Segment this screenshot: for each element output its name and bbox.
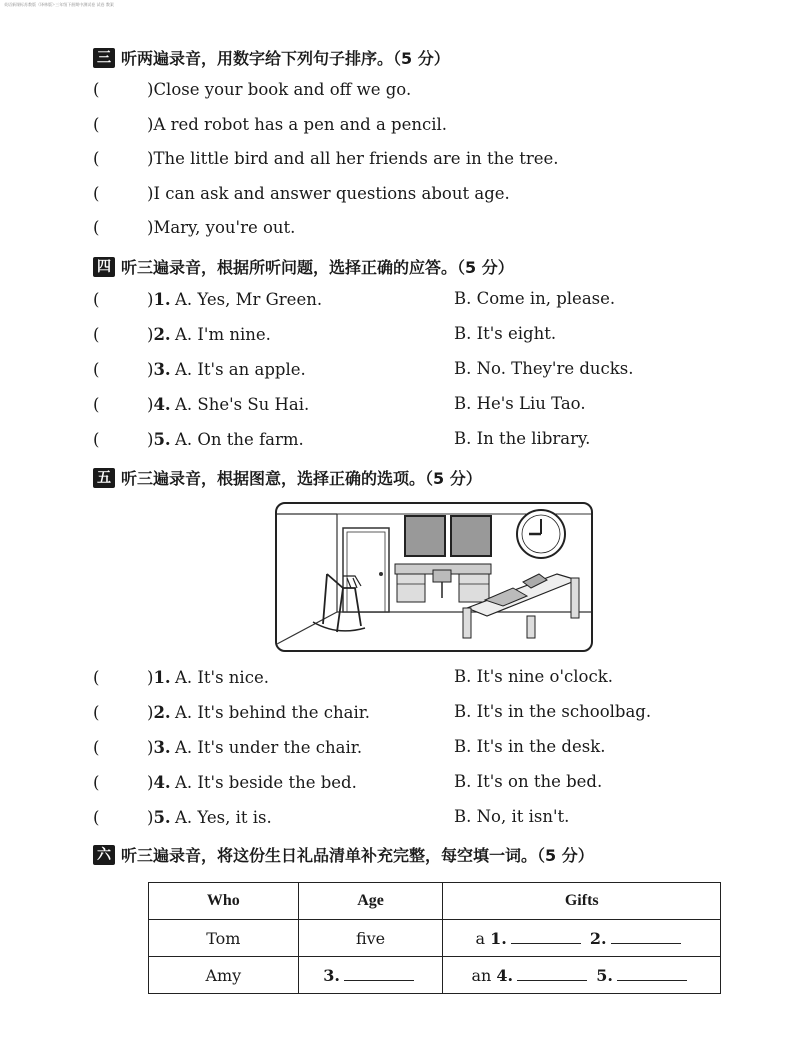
option-b: B. No. They're ducks.	[454, 359, 634, 378]
question-row	[93, 395, 171, 414]
section-5-heading	[93, 466, 482, 489]
gift-article: a	[475, 928, 486, 948]
answer-paren[interactable]: (	[93, 738, 100, 757]
answer-blank[interactable]	[611, 929, 681, 944]
option-b: B. It's in the desk.	[454, 737, 606, 756]
paren-close: )	[147, 738, 154, 757]
question-number: 4.	[153, 773, 171, 792]
paren-close: )	[147, 149, 154, 168]
blank-number: 4.	[496, 965, 514, 985]
question-number: 5.	[153, 808, 171, 827]
question-number: 3.	[153, 360, 171, 379]
answer-paren[interactable]: (	[93, 325, 100, 344]
option-b: B. It's in the schoolbag.	[454, 702, 652, 721]
option-a: A. Yes, it is.	[175, 808, 272, 827]
option-a: A. It's an apple.	[175, 360, 306, 379]
option-a: A. It's under the chair.	[175, 738, 363, 757]
section-4-heading	[93, 255, 514, 278]
question-number: 2.	[153, 703, 171, 722]
header-age: Age	[298, 883, 443, 920]
paren-open: (	[93, 183, 100, 203]
option-a: A. I'm nine.	[175, 325, 271, 344]
answer-blank[interactable]	[617, 966, 687, 981]
question-row	[93, 808, 171, 827]
answer-paren[interactable]: (	[93, 773, 100, 792]
option-a: A. It's beside the bed.	[175, 773, 357, 792]
option-b: B. Come in, please.	[454, 289, 616, 308]
bedroom-illustration	[277, 504, 591, 650]
section-4-title: 听三遍录音，根据所听问题，选择正确的应答。（5 分）	[121, 258, 514, 277]
gift-article: an	[471, 965, 492, 985]
paren-open: (	[93, 218, 100, 237]
blank-number: 3.	[323, 965, 340, 985]
answer-paren[interactable]	[93, 184, 147, 203]
answer-blank[interactable]	[517, 966, 587, 981]
question-row	[93, 360, 171, 379]
item-text: A red robot has a pen and a pencil.	[153, 114, 448, 134]
header-who: Who	[149, 883, 299, 920]
question-number: 2.	[153, 325, 171, 344]
row-who: Amy	[149, 957, 299, 994]
paren-close: )	[147, 808, 154, 827]
option-a: A. It's nice.	[175, 668, 269, 687]
answer-paren[interactable]	[93, 218, 147, 237]
paren-close: )	[147, 114, 154, 134]
bedroom-picture	[275, 502, 593, 652]
option-b: B. He's Liu Tao.	[454, 394, 586, 413]
gift-list-table	[148, 882, 721, 994]
option-b: B. No, it isn't.	[454, 807, 570, 826]
section-5-badge: 五	[93, 468, 115, 488]
answer-paren[interactable]: (	[93, 395, 100, 414]
question-row	[93, 703, 171, 722]
question-number: 3.	[153, 738, 171, 757]
question-number: 5.	[153, 430, 171, 449]
table-row	[149, 920, 721, 957]
section-6-badge: 六	[93, 845, 115, 865]
option-a: A. Yes, Mr Green.	[175, 290, 323, 309]
ordering-item	[93, 184, 510, 203]
paren-close: )	[147, 80, 154, 99]
option-b: B. It's on the bed.	[454, 772, 603, 791]
header-gifts: Gifts	[443, 883, 721, 920]
question-number: 1.	[153, 668, 171, 687]
ordering-item	[93, 80, 411, 99]
question-row	[93, 290, 171, 309]
row-age	[298, 957, 443, 994]
paren-open: (	[93, 114, 100, 134]
answer-paren[interactable]	[93, 115, 147, 134]
table-header-row	[149, 883, 721, 920]
paren-close: )	[147, 668, 154, 687]
question-number: 1.	[153, 290, 171, 309]
paren-close: )	[147, 773, 154, 792]
option-b: B. It's nine o'clock.	[454, 667, 613, 686]
answer-paren[interactable]	[93, 80, 147, 99]
paren-close: )	[147, 430, 154, 449]
paren-close: )	[147, 218, 154, 237]
question-number: 4.	[153, 395, 171, 414]
option-a: A. She's Su Hai.	[175, 395, 310, 414]
section-6-title: 听三遍录音，将这份生日礼品清单补充完整，每空填一词。（5 分）	[121, 846, 594, 865]
item-text: Close your book and off we go.	[153, 80, 412, 99]
item-text: Mary, you're out.	[153, 218, 296, 237]
row-gifts	[443, 957, 721, 994]
paren-close: )	[147, 183, 154, 203]
answer-paren[interactable]: (	[93, 668, 100, 687]
header-fine-print: 英语新课标苏教版（译林版）·三年级下册期中测试卷 试卷 教案	[4, 2, 114, 7]
paren-close: )	[147, 325, 154, 344]
section-6-heading	[93, 843, 594, 866]
section-3-title: 听两遍录音，用数字给下列句子排序。（5 分）	[121, 49, 450, 68]
ordering-item	[93, 218, 295, 237]
question-row	[93, 738, 171, 757]
paren-open: (	[93, 80, 100, 99]
answer-blank[interactable]	[344, 966, 414, 981]
answer-paren[interactable]: (	[93, 808, 100, 827]
blank-number: 2.	[589, 928, 607, 948]
section-3-badge: 三	[93, 48, 115, 68]
row-gifts	[443, 920, 721, 957]
blank-number: 5.	[596, 965, 613, 985]
option-b: B. In the library.	[454, 429, 591, 448]
paren-close: )	[147, 290, 154, 309]
row-age: five	[298, 920, 443, 957]
paren-close: )	[147, 360, 154, 379]
option-b: B. It's eight.	[454, 324, 557, 343]
ordering-item	[93, 115, 447, 134]
item-text: The little bird and all her friends are in the tree.	[153, 149, 559, 168]
answer-paren[interactable]: (	[93, 360, 100, 379]
option-a: A. It's behind the chair.	[175, 703, 371, 722]
blank-number: 1.	[490, 928, 507, 948]
answer-blank[interactable]	[511, 929, 581, 944]
question-row	[93, 430, 171, 449]
answer-paren[interactable]: (	[93, 703, 100, 722]
question-row	[93, 668, 171, 687]
section-4-badge: 四	[93, 257, 115, 277]
item-text: I can ask and answer questions about age.	[153, 183, 510, 203]
section-5-title: 听三遍录音，根据图意，选择正确的选项。（5 分）	[121, 469, 482, 488]
paren-open: (	[93, 149, 100, 168]
table-row	[149, 957, 721, 994]
answer-paren[interactable]: (	[93, 430, 100, 449]
question-row	[93, 325, 171, 344]
paren-close: )	[147, 395, 154, 414]
answer-paren[interactable]: (	[93, 290, 100, 309]
ordering-item	[93, 149, 559, 168]
option-a: A. On the farm.	[175, 430, 304, 449]
question-row	[93, 773, 171, 792]
answer-paren[interactable]	[93, 149, 147, 168]
section-3-heading	[93, 46, 450, 69]
paren-close: )	[147, 703, 154, 722]
row-who: Tom	[149, 920, 299, 957]
